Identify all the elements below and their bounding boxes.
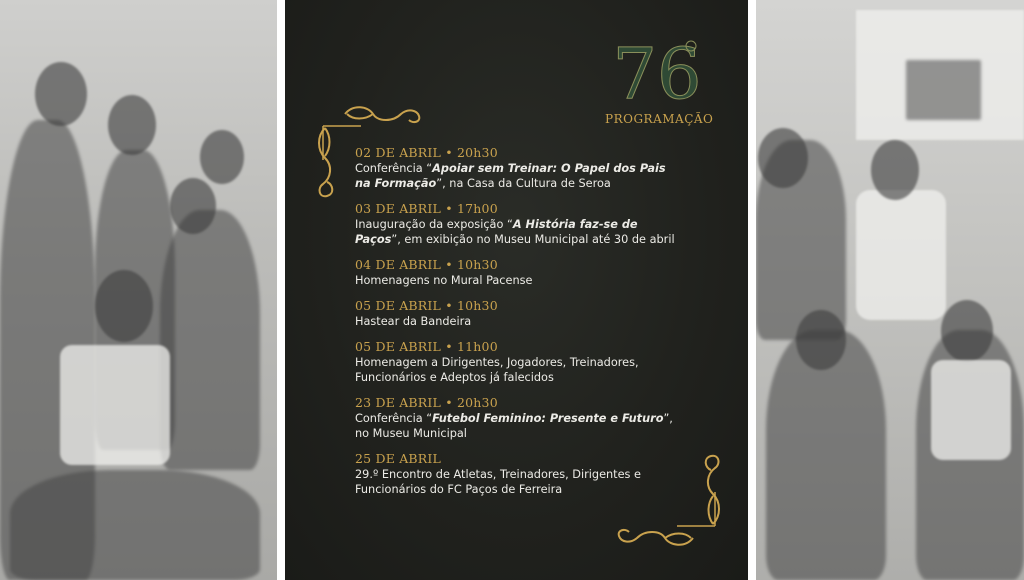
event-description: Homenagem a Dirigentes, Jogadores, Treinadores, Funcionários e Adeptos já falecidos [355,356,639,384]
event-item [355,257,685,288]
divider-left [277,0,285,580]
event-description: Homenagens no Mural Pacense [355,274,533,287]
anniversary-76-logo [607,32,707,108]
event-item [355,201,685,247]
event-item [355,145,685,191]
program-panel [285,0,748,580]
event-description: Conferência “Futebol Feminino: Presente e Futuro”, no Museu Municipal [355,412,673,440]
event-item [355,395,685,441]
left-vintage-photo [0,0,277,580]
event-description: Hastear da Bandeira [355,315,472,328]
event-date: 05 DE ABRIL • 11h00 [355,339,498,354]
event-description: 29.º Encontro de Atletas, Treinadores, Dirigentes e Funcionários do FC Paços de Ferreira [355,468,641,496]
event-date: 25 DE ABRIL [355,451,442,466]
program-title: PROGRAMAÇÃO [605,112,714,126]
event-item [355,298,685,329]
event-item [355,451,685,497]
event-date: 05 DE ABRIL • 10h30 [355,298,498,313]
event-date: 23 DE ABRIL • 20h30 [355,395,498,410]
event-description: Conferência “Apoiar sem Treinar: O Papel dos Pais na Formação”, na Casa da Cultura de Seroa [355,162,666,190]
right-vintage-photo [756,0,1024,580]
event-description: Inauguração da exposição “A História faz-se de Paços”, em exibição no Museu Municipal até 30 de abril [355,218,675,246]
divider-right [748,0,756,580]
event-date: 03 DE ABRIL • 17h00 [355,201,498,216]
event-date: 04 DE ABRIL • 10h30 [355,257,498,272]
event-list [355,145,685,507]
event-item [355,339,685,385]
event-date: 02 DE ABRIL • 20h30 [355,145,498,160]
logo-number: 76 [612,33,702,108]
